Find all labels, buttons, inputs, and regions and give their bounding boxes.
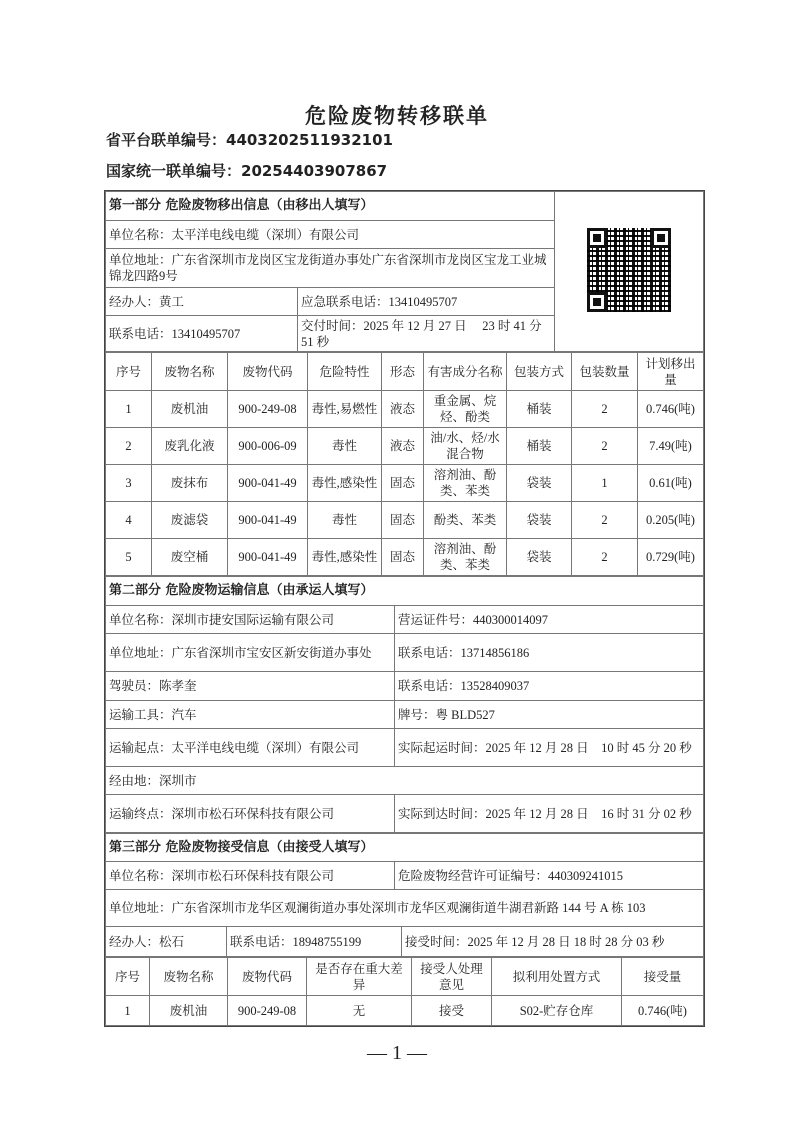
part2-via: 经由地：深圳市	[106, 767, 704, 795]
page-number: — 1 —	[367, 1042, 427, 1064]
table-header	[106, 353, 704, 391]
part1-waste-table	[105, 352, 704, 576]
table-row-cell: 0.746(吨)	[622, 996, 704, 1026]
part2-phone: 联系电话：13714856186	[395, 634, 704, 672]
part2-destination: 运输终点：深圳市松石环保科技有限公司	[106, 795, 395, 833]
part2-unit-address: 单位地址：广东省深圳市宝安区新安街道办事处	[106, 634, 395, 672]
table-header-cell: 是否存在重大差异	[307, 958, 412, 996]
table-row-cell: 2	[572, 428, 638, 465]
table-row-cell: 毒性	[308, 502, 382, 539]
table-row-cell: 固态	[382, 539, 424, 576]
part1-unit-address: 单位地址：广东省深圳市龙岗区宝龙街道办事处广东省深圳市龙岗区宝龙工业城锦龙四路9号	[106, 249, 555, 288]
table-row-cell: 0.729(吨)	[638, 539, 704, 576]
table-row-cell: 0.205(吨)	[638, 502, 704, 539]
table-row-cell: 固态	[382, 465, 424, 502]
table-header-cell: 废物代码	[228, 958, 307, 996]
table-row-cell: 重金属、烷烃、酚类	[424, 391, 507, 428]
table-row-cell: 4	[106, 502, 152, 539]
part2-start-time: 实际起运时间：2025 年 12 月 28 日 10 时 45 分 20 秒	[395, 729, 704, 767]
table-row-cell: 7.49(吨)	[638, 428, 704, 465]
part2-driver: 驾驶员：陈孝奎	[106, 672, 395, 701]
part1-header: 第一部分 危险废物移出信息（由移出人填写）	[106, 192, 555, 221]
part2-vehicle: 运输工具：汽车	[106, 701, 395, 729]
part3-header: 第三部分 危险废物接受信息（由接受人填写）	[106, 834, 704, 862]
part3-receive-time: 接受时间：2025 年 12 月 28 日 18 时 28 分 03 秒	[402, 927, 704, 957]
table-row	[106, 539, 704, 576]
table-row-cell: 900-041-49	[228, 539, 308, 576]
table-header-cell: 接受量	[622, 958, 704, 996]
table-row-cell: 1	[106, 391, 152, 428]
table-row-cell: 900-006-09	[228, 428, 308, 465]
table-header-cell: 形态	[382, 353, 424, 391]
part2-plate: 牌号：粤 BLD527	[395, 701, 704, 729]
national-manifest-number: 国家统一联单编号：20254403907867	[106, 162, 388, 180]
table-row-cell: 液态	[382, 428, 424, 465]
table-header-cell: 废物名称	[150, 958, 228, 996]
table-row	[106, 428, 704, 465]
table-header-cell: 拟利用处置方式	[492, 958, 622, 996]
table-row	[106, 465, 704, 502]
table-row-cell: 酚类、苯类	[424, 502, 507, 539]
part3-receipt-table	[105, 957, 704, 1026]
part2-header: 第二部分 危险废物运输信息（由承运人填写）	[106, 577, 704, 606]
table-header-cell: 包装数量	[572, 353, 638, 391]
table-row-cell: 5	[106, 539, 152, 576]
table-row-cell: 液态	[382, 391, 424, 428]
table-header-cell: 接受人处理意见	[412, 958, 492, 996]
part2-license-no: 营运证件号：440300014097	[395, 606, 704, 634]
table-row-cell: 接受	[412, 996, 492, 1026]
table-row-cell: 2	[106, 428, 152, 465]
part2-arrival-time: 实际到达时间：2025 年 12 月 28 日 16 时 31 分 02 秒	[395, 795, 704, 833]
provincial-manifest-number: 省平台联单编号：4403202511932101	[106, 131, 393, 149]
table-row-cell: 毒性,感染性	[308, 539, 382, 576]
table-row-cell: 900-249-08	[228, 391, 308, 428]
table-row-cell: 2	[572, 391, 638, 428]
table-row-cell: 毒性,感染性	[308, 465, 382, 502]
table-header	[106, 958, 704, 996]
table-row-cell: 废滤袋	[152, 502, 228, 539]
qr-cell	[555, 192, 704, 352]
part2-origin: 运输起点：太平洋电线电缆（深圳）有限公司	[106, 729, 395, 767]
table-row-cell: 溶剂油、酚类、苯类	[424, 465, 507, 502]
part3-phone: 联系电话：18948755199	[227, 927, 402, 957]
part3-info	[105, 833, 704, 957]
part1-unit-name: 单位名称：太平洋电线电缆（深圳）有限公司	[106, 221, 555, 249]
table-header-cell: 计划移出量	[638, 353, 704, 391]
table-row	[106, 391, 704, 428]
manifest-form	[104, 190, 705, 1027]
table-row-cell: S02-贮存仓库	[492, 996, 622, 1026]
table-row-cell: 溶剂油、酚类、苯类	[424, 539, 507, 576]
table-row-cell: 3	[106, 465, 152, 502]
part3-permit-no: 危险废物经营许可证编号：440309241015	[395, 862, 704, 890]
table-row-cell: 2	[572, 539, 638, 576]
part1-delivery-time: 交付时间：2025 年 12 月 27 日 23 时 41 分 51 秒	[298, 316, 555, 352]
table-row-cell: 废机油	[152, 391, 228, 428]
table-header-cell: 有害成分名称	[424, 353, 507, 391]
qr-code-icon	[587, 228, 671, 312]
table-row-cell: 毒性	[308, 428, 382, 465]
table-row-cell: 废抹布	[152, 465, 228, 502]
part3-handler: 经办人：松石	[106, 927, 227, 957]
part2-driver-phone: 联系电话：13528409037	[395, 672, 704, 701]
table-row	[106, 996, 704, 1026]
table-row-cell: 900-041-49	[228, 502, 308, 539]
part2-info	[105, 576, 704, 833]
table-header-cell: 包装方式	[507, 353, 572, 391]
table-row-cell: 0.746(吨)	[638, 391, 704, 428]
part1-info	[105, 191, 704, 352]
table-row-cell: 固态	[382, 502, 424, 539]
table-header-cell: 废物名称	[152, 353, 228, 391]
table-row-cell: 2	[572, 502, 638, 539]
table-row-cell: 1	[572, 465, 638, 502]
table-row-cell: 袋装	[507, 502, 572, 539]
table-row-cell: 无	[307, 996, 412, 1026]
part1-phone: 联系电话：13410495707	[106, 316, 298, 352]
table-row-cell: 袋装	[507, 465, 572, 502]
document-title: 危险废物转移联单	[305, 104, 489, 128]
part3-unit-name: 单位名称：深圳市松石环保科技有限公司	[106, 862, 395, 890]
table-row-cell: 桶装	[507, 391, 572, 428]
part2-unit-name: 单位名称：深圳市捷安国际运输有限公司	[106, 606, 395, 634]
part1-emergency-phone: 应急联系电话：13410495707	[298, 288, 555, 316]
table-header-cell: 危险特性	[308, 353, 382, 391]
table-row-cell: 废空桶	[152, 539, 228, 576]
table-row-cell: 1	[106, 996, 150, 1026]
table-header-cell: 废物代码	[228, 353, 308, 391]
table-row-cell: 油/水、烃/水混合物	[424, 428, 507, 465]
part3-unit-address: 单位地址：广东省深圳市龙华区观澜街道办事处深圳市龙华区观澜街道牛湖君新路 144 号 A 栋 103	[106, 890, 704, 927]
table-row-cell: 袋装	[507, 539, 572, 576]
table-row	[106, 502, 704, 539]
table-row-cell: 0.61(吨)	[638, 465, 704, 502]
table-row-cell: 毒性,易燃性	[308, 391, 382, 428]
part1-handler: 经办人：黄工	[106, 288, 298, 316]
table-header-cell: 序号	[106, 958, 150, 996]
table-row-cell: 桶装	[507, 428, 572, 465]
table-row-cell: 900-249-08	[228, 996, 307, 1026]
table-row-cell: 废乳化液	[152, 428, 228, 465]
table-row-cell: 900-041-49	[228, 465, 308, 502]
table-row-cell: 废机油	[150, 996, 228, 1026]
table-header-cell: 序号	[106, 353, 152, 391]
